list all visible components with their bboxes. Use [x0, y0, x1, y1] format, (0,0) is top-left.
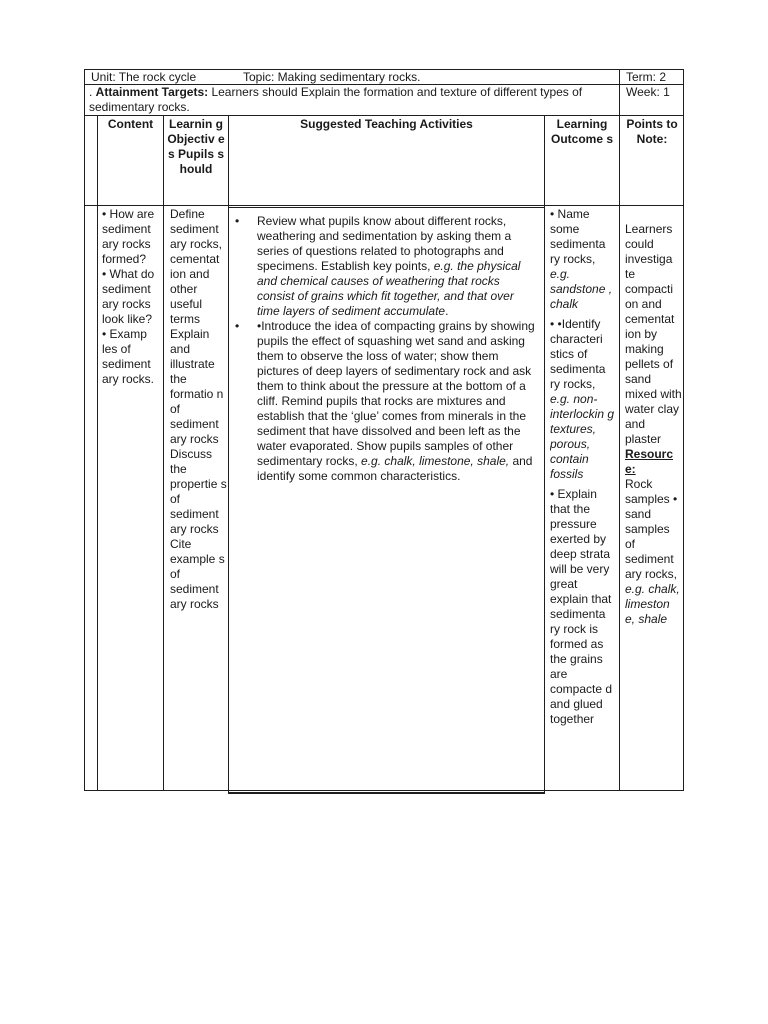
activities-bottom-border: [228, 792, 544, 794]
activity-2-bullet: •: [235, 319, 240, 333]
outcome-2-text: • •Identify characteri stics of sedimenta ry rocks,: [550, 317, 606, 391]
table-border-right: [683, 69, 684, 791]
activity-2: [231, 319, 539, 484]
col-divider-content: [163, 115, 164, 791]
col-divider-term: [619, 69, 620, 791]
outcome-2-example: e.g. non-interlockin g textures, porous, contain fossils: [550, 392, 615, 481]
row-divider-3: [84, 205, 684, 206]
header-objectives: Learnin g Objectiv es Pupils should: [167, 117, 225, 176]
points-to-note: [625, 222, 682, 682]
outcome-1-text: • Name some sedimenta ry rocks,: [550, 207, 606, 266]
activities-top-border: [228, 207, 544, 208]
activity-1-end: .: [445, 304, 449, 318]
attainment-targets: [89, 85, 617, 115]
col-divider-activities: [544, 115, 545, 794]
attainment-label: Attainment Targets:: [95, 85, 209, 99]
activity-2-text: •Introduce the idea of compacting grains by showing pupils the effect of squashing wet sand and asking them to observe the loss of water; show them pictures of deep layers of sedimentary rock and ask them to think about the pressure at the bottom of a cliff. Remind pupils that rocks are mixtures and establish that the ‘glue’ comes from minerals in the sediment that have dissolved and been left as the water evaporated. Show pupils samples of other sedimentary rocks,: [257, 319, 535, 468]
header-outcomes: Learning Outcome s: [550, 117, 613, 146]
header-activities: Suggested Teaching Activities: [300, 117, 473, 131]
header-content: Content: [107, 117, 154, 131]
outcome-1: [550, 207, 618, 312]
content-item-1: • How are sediment ary rocks formed?: [102, 207, 155, 266]
row-divider-2: [84, 115, 684, 116]
teaching-activities: [231, 214, 539, 514]
objectives-text: Define sediment ary rocks, cementat ion and other useful terms Explain and illustrate the formatio n of sediment ary rocks Discuss the propertie s of sediment ary rocks Cite example s of sediment ary rocks: [170, 207, 227, 611]
outcome-2: [550, 317, 618, 482]
resource-text: Rock samples • sand samples of sediment ary rocks,: [625, 477, 678, 581]
col-divider-narrow: [97, 115, 98, 791]
content-list: [102, 207, 162, 447]
attainment-prefix: .: [89, 85, 96, 99]
outcome-3: • Explain that the pressure exerted by deep strata will be very great explain that sedimenta ry rock is formed as the grains are compacte d and glued together: [550, 487, 613, 726]
resource-label: Resourc e:: [625, 447, 674, 476]
points-note: Learners could investiga te compacti on and cementat ion by making pellets of sand mixed with water clay and plaster: [625, 222, 682, 446]
topic-label: Topic: Making sedimentary rocks.: [243, 70, 421, 84]
activity-1-text: Review what pupils know about different rocks, weathering and sedimentation by asking them a series of questions related to photographs and specimens. Establish key points,: [257, 214, 512, 273]
activity-2-example: e.g. chalk, limestone, shale,: [361, 454, 510, 468]
learning-outcomes: [550, 207, 618, 791]
activity-2-end: and identify some common characteristics.: [257, 454, 533, 483]
activity-1-bullet: •: [235, 214, 240, 228]
unit-label: Unit: The rock cycle: [91, 70, 197, 84]
content-item-3: • Examp les of sediment ary rocks.: [102, 327, 155, 386]
header-points: Points to Note:: [626, 117, 678, 146]
activity-1: [231, 214, 539, 319]
activity-1-example: e.g. the physical and chemical causes of weathering that rocks consist of grains which fit together, and that over time layers of sediment accumulate: [257, 259, 521, 318]
table-border-left: [84, 69, 85, 791]
resource-examples: e.g. chalk, limeston e, shale: [625, 582, 680, 626]
attainment-text: Learners should Explain the formation and texture of different types of sedimentary rocks.: [89, 85, 583, 114]
col-divider-objectives: [228, 115, 229, 794]
term-label: Term: 2: [626, 70, 667, 84]
resource-list: [625, 477, 682, 627]
content-item-2: • What do sediment ary rocks look like?: [102, 267, 155, 326]
week-label: Week: 1: [626, 85, 670, 99]
outcome-1-example: e.g. sandstone , chalk: [550, 267, 613, 311]
